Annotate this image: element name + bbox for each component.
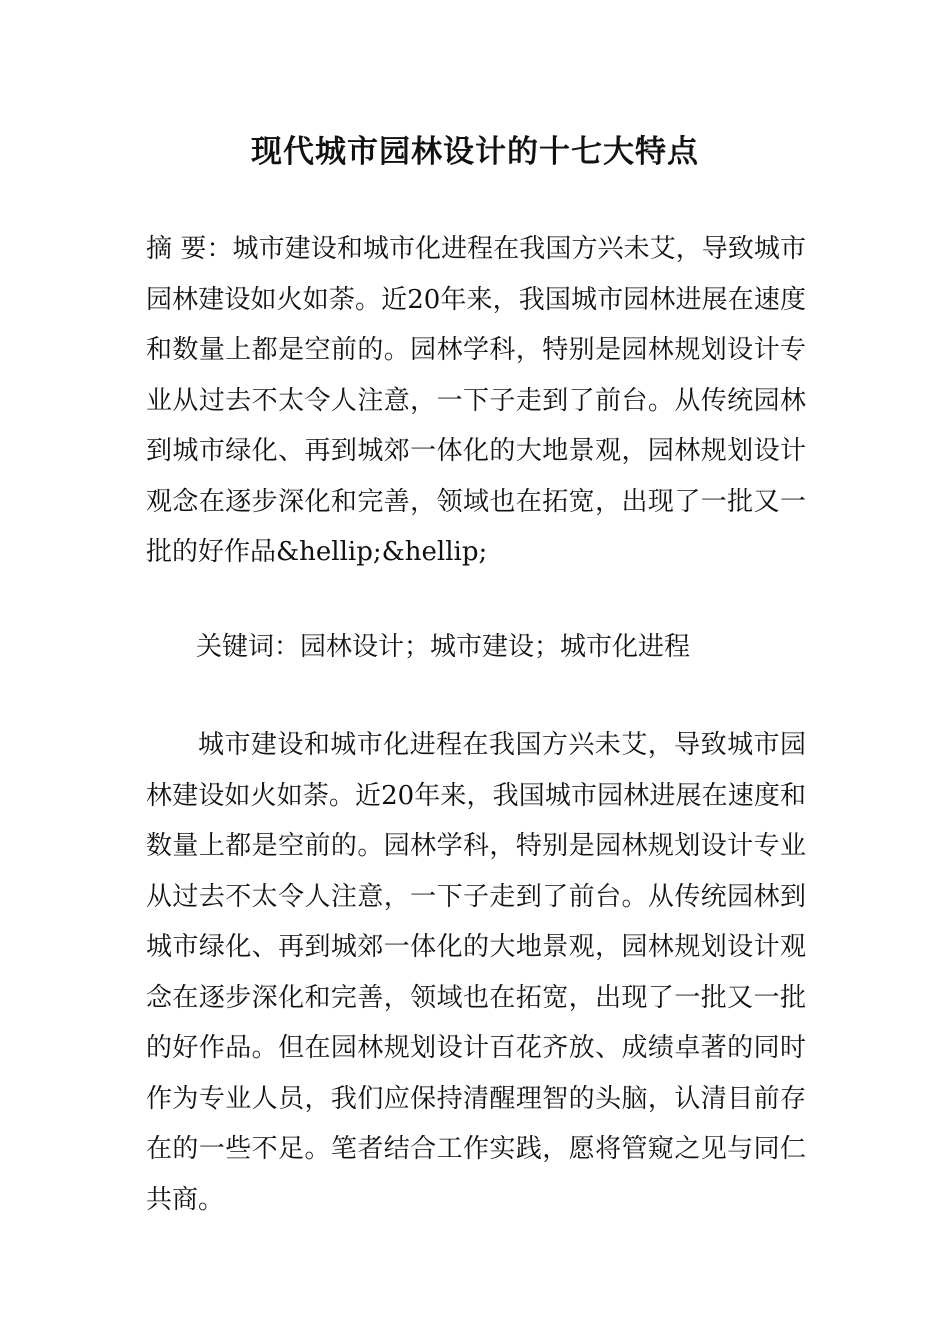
keywords-paragraph: 关键词：园林设计；城市建设；城市化进程 (196, 632, 691, 662)
page-title: 现代城市园林设计的十七大特点 (251, 134, 699, 170)
abstract-paragraph: 摘 要：城市建设和城市化进程在我国方兴未艾，导致城市园林建设如火如荼。近20年来，我国城市园林进展在速度和数量上都是空前的。园林学科，特别是园林规划设计专业从过去不太令人注意，一下子走到了前台。从传统园林到城市绿化、再到城郊一体化的大地景观，园林规划设计观念在逐步深化和完善，领域也在拓宽，出现了一批又一批的好作品&hellip;&hellip; (146, 234, 806, 567)
body-paragraph: 城市建设和城市化进程在我国方兴未艾，导致城市园林建设如火如荼。近20年来，我国城市园林进展在速度和数量上都是空前的。园林学科，特别是园林规划设计专业从过去不太令人注意，一下子走到了前台。从传统园林到城市绿化、再到城郊一体化的大地景观，园林规划设计观念在逐步深化和完善，领域也在拓宽，出现了一批又一批的好作品。但在园林规划设计百花齐放、成绩卓著的同时作为专业人员，我们应保持清醒理智的头脑，认清目前存在的一些不足。笔者结合工作实践，愿将管窥之见与同仁共商。 (146, 730, 806, 1215)
